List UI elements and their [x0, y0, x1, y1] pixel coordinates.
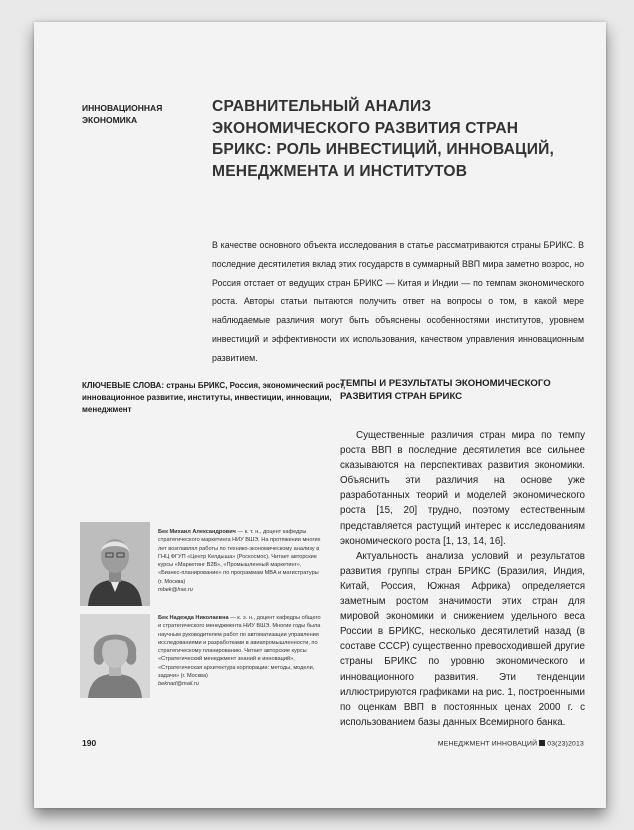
- keywords: КЛЮЧЕВЫЕ СЛОВА: страны БРИКС, Россия, экономический рост, инновационное развитие, институты, инвестиции, инновации, менеджмент: [82, 381, 346, 414]
- author-email[interactable]: beknad@mail.ru: [158, 681, 199, 688]
- section-title: ТЕМПЫ И РЕЗУЛЬТАТЫ ЭКОНОМИЧЕСКОГО РАЗВИТИЯ СТРАН БРИКС: [340, 378, 551, 402]
- body-text: [340, 428, 585, 730]
- paragraph: Существенные различия стран мира по темпу роста ВВП в последние десятилетия все сильнее сказываются на перспективах развития экономики. Объяснить эти различия на основе уже разработанных теорий и моделей экономического роста [15, 20] трудно, поэтому естественным представляется растущий интерес к исследованиям экономического роста [1, 13, 14, 16].: [340, 430, 585, 547]
- author-description: — к. э. н., доцент кафедры общего и стратегического менеджмента НИУ ВШЭ. Многие годы была научным руководителем работ по автоматизации управления исследованиями и разработками в авиапромышленности, по стратегическому планированию. Читает авторские курсы «Стратегический менеджмент знаний и инноваций», «Стратегическая архитектура корпорации: методы, модели, задачи» (г. Москва): [158, 615, 321, 680]
- article-title: СРАВНИТЕЛЬНЫЙ АНАЛИЗ ЭКОНОМИЧЕСКОГО РАЗВИТИЯ СТРАН БРИКС: РОЛЬ ИНВЕСТИЦИЙ, ИННОВАЦИЙ, МЕНЕДЖМЕНТА И ИНСТИТУТОВ: [212, 98, 555, 180]
- journal-footer: [438, 740, 584, 748]
- author-photo-male: [80, 522, 150, 606]
- author-bio: [158, 614, 324, 689]
- author-description: — к. т. н., доцент кафедры стратегического маркетинга НИУ ВШЭ. На протяжении многих лет возглавлял работы по технико-экономическому анализу в ГНЦ ФГУП «Центр Келдыша» (Роскосмос). Читает авторские курсы «Маркетинг B2B», «Промышленный маркетинг», «Бизнес-планирование» по программам MBA и магистратуры (г. Москва): [158, 529, 321, 585]
- article-abstract: В качестве основного объекта исследования в статье рассматриваются страны БРИКС. В последние десятилетия вклад этих государств в суммарный ВВП мира заметно возрос, но Россия отстает от ведущих стран БРИКС — Китая и Индии — по темпам экономического роста. Авторы статьи пытаются получить ответ на вопросы о том, в какой мере наблюдаемые различия могут быть объяснены особенностями институтов, уровнем инвестиций и эффективности их использования, качеством управления инновационным развитием.: [212, 240, 584, 363]
- author-email[interactable]: mbek@hse.ru: [158, 587, 193, 594]
- page-number: 190: [82, 738, 97, 748]
- journal-page: [34, 22, 606, 808]
- paragraph: Актуальность анализа условий и результатов развития группы стран БРИКС (Бразилия, Индия, Китай, Россия, Южная Африка) определяется заметным ростом значимости этих стран для мировой экономики и снижением удельного веса России в БРИКС, несколько десятилетий назад (в составе СССР) существенно превосходившей другие страны БРИКС по уровню экономического и инновационного развития. Эти тенденции иллюстрируются графиками на рис. 1, построенными по оценкам ВВП в постоянных ценах 2000 г. с использованием базы данных Всемирного банка.: [340, 550, 585, 728]
- square-separator-icon: [539, 740, 545, 746]
- author-photo-female: [80, 614, 150, 698]
- rubric-label: ИННОВАЦИОННАЯ ЭКОНОМИКА: [82, 103, 163, 125]
- journal-name: МЕНЕДЖМЕНТ ИННОВАЦИЙ: [437, 740, 538, 748]
- author-name: Бек Надежда Николаевна: [158, 615, 229, 621]
- author-bio: [158, 528, 324, 594]
- author-name: Бек Михаил Александрович: [158, 529, 236, 535]
- issue-number: 03(23)2013: [547, 740, 584, 748]
